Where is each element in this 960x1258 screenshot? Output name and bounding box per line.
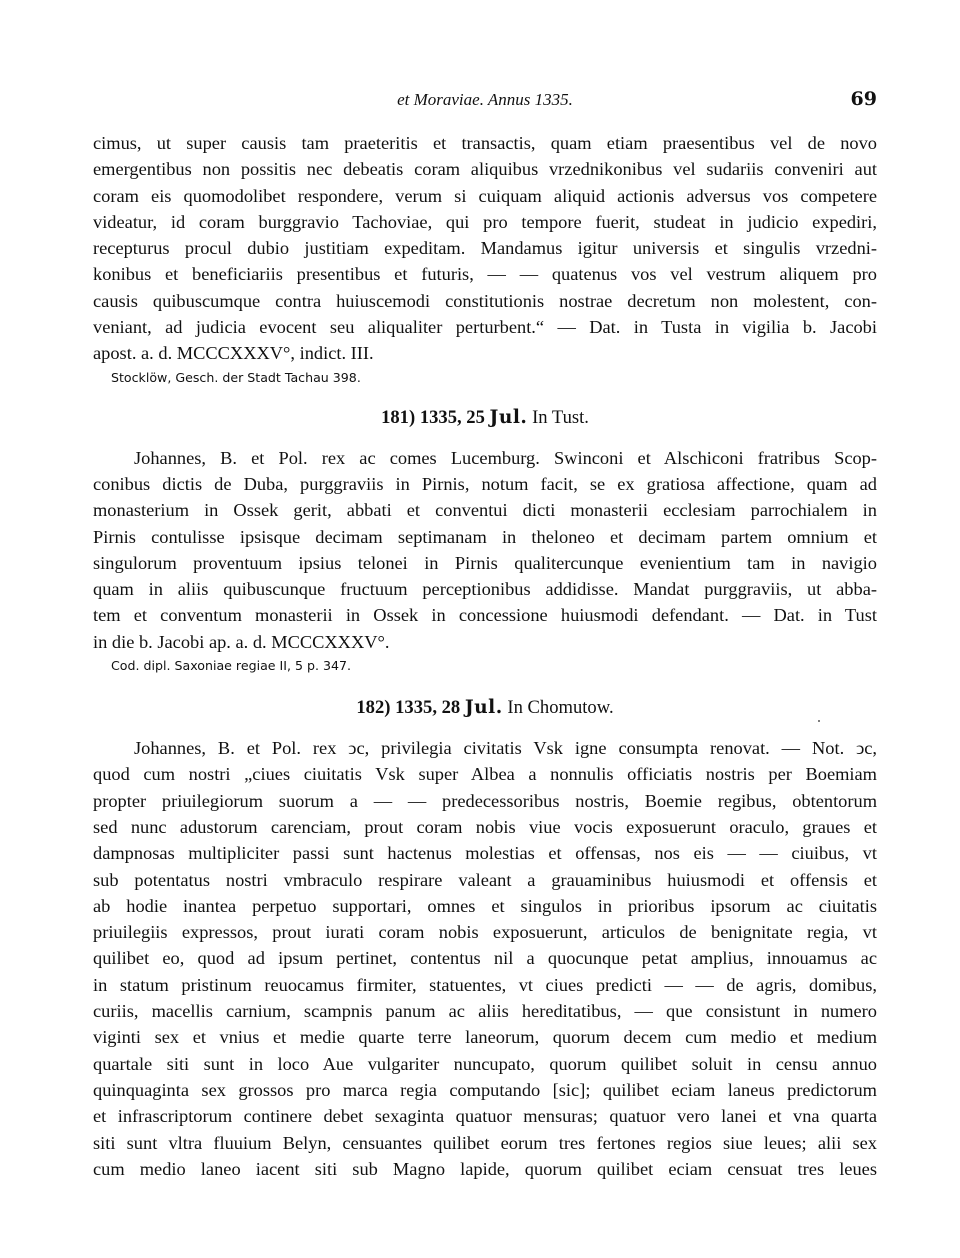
text-line: konibus et beneficiariis presentibus et futuris, — — quatenus vos vel vestrum aliquem pro — [93, 264, 877, 285]
document-181-text — [93, 445, 877, 655]
document-place: In Chomutow. — [507, 697, 614, 719]
document-heading — [93, 695, 877, 721]
document-heading — [93, 405, 877, 431]
text-line: videatur, id coram burggravio Tachoviae, qui pro tempore fuerit, studeat in judicio expediri, — [93, 211, 877, 232]
text-line: viginti sex et vnius et medie quarte terre laneorum, quorum decem cum medio et medium — [93, 1027, 877, 1048]
text-line: quinquaginta sex grossos pro marca regia computando [sic]; quilibet eciam laneus predictorum — [93, 1079, 877, 1100]
text-line: Pirnis contulisse ipsisque decimam septimanam in theloneo et decimam partem omnium et — [93, 526, 877, 547]
text-line: quartale siti sunt in loco Aue vulgariter nuncupato, quorum quilibet soluit in censu annuo — [93, 1053, 877, 1074]
source-citation: Stocklöw, Gesch. der Stadt Tachau 398. — [111, 369, 361, 385]
document-number: 182) — [356, 697, 391, 719]
text-line: Johannes, B. et Pol. rex ↄc, privilegia civitatis Vsk igne consumpta renovat. — Not. ↄc, — [134, 738, 877, 759]
text-line: et infrascriptorum continere debet sexaginta quatuor mensuras; quatuor vero lanei et vna quarta — [93, 1106, 877, 1127]
text-line: causis quibuscumque contra huiuscemodi constitutionis nostrae decretum non molestent, con- — [93, 290, 877, 311]
text-line: cimus, ut super causis tam praeteritis et transactis, quam etiam praesentibus vel de novo — [93, 133, 877, 153]
document-180-text — [93, 130, 877, 367]
running-title: et Moraviae. Annus 1335. — [397, 90, 573, 109]
text-line: veniant, ad judicia evocent seu aliqualiter perturbent.“ — Dat. in Tusta in vigilia b. Jacobi — [93, 317, 877, 338]
text-line: ab hodie inantea perpetuo supportari, omnes et singulos in prioribus ipsorum ac ciuitatis — [93, 895, 877, 916]
text-line: singulorum proventuum ipsius telonei in Pirnis qualitercunque evenientium tam in navigio — [93, 552, 877, 573]
text-line: in statum pristinum reuocamus firmiter, statuentes, vt ciues predicti — — de agris, domibus, — [93, 974, 877, 995]
text-line: propter priuilegiorum suorum a — — predecessoribus nostris, Boemie regibus, obtentorum — [93, 790, 877, 811]
text-line: tem et conventum monasterii in Ossek in concessione huiusmodi defendant. — Dat. in Tust — [93, 605, 877, 626]
text-line: monasterium in Ossek gerit, abbati et conventui dicti monasterii ecclesiam parrochialem in — [93, 500, 877, 521]
text-line: curiis, macellis carnium, scampnis panum ac aliis hereditatibus, — que consistunt in numero — [93, 1001, 877, 1022]
page-number: 69 — [850, 88, 877, 110]
text-line: siti sunt vltra fluuium Belyn, censuantes quilibet eorum tres fertones regios siue leues; alii sex — [93, 1132, 877, 1153]
document-page — [93, 88, 877, 1182]
text-line: quod cum nostri „ciues ciuitatis Vsk super Albea a nonnulis officiatis nostris per Boemiam — [93, 764, 877, 785]
text-line: dampnosas multipliciter passi sunt hactenus molestias et offensas, nos eis — — ciuibus, vt — [93, 843, 877, 864]
text-line: apost. a. d. MCCCXXXV°, indict. III. — [93, 343, 374, 364]
document-month: Jul. — [464, 697, 503, 719]
text-line: quam in aliis quibuscunque fructuum perceptionibus addidisse. Mandat purggraviis, ut abba- — [93, 579, 877, 600]
text-line: emergentibus non possitis nec debeatis coram aliquibus vrzednikonibus vel sudariis conveniri aut — [93, 159, 877, 180]
text-line: sub potentatus nostri vmbraculo respirare valeant a grauaminibus huiusmodi et offensis et — [93, 869, 877, 890]
document-month: Jul. — [489, 406, 528, 428]
text-line: quilibet eo, quod ad ipsum pertinet, contentus nil a quocunque petat amplius, innouamus ac — [93, 948, 877, 969]
text-line: priuilegiis expressos, prout iurati coram nobis exposuerunt, articulos de benignitate regia, vt — [93, 922, 877, 943]
text-line: conibus dictis de Duba, purggraviis in Pirnis, notum facit, se ex gratiosa affectione, quam ad — [93, 473, 877, 494]
text-line: in die b. Jacobi ap. a. d. MCCCXXXV°. — [93, 631, 390, 652]
document-182-text — [93, 735, 877, 1182]
text-line: sed nunc adustorum carenciam, prout coram nobis viue vocis exposuerunt oraculo, graues et — [93, 816, 877, 837]
running-head — [93, 88, 877, 118]
text-line: cum medio laneo iacent siti sub Magno lapide, quorum quilibet eciam censuat tres leues — [93, 1158, 877, 1179]
print-speck — [818, 720, 820, 722]
source-citation: Cod. dipl. Saxoniae regiae II, 5 p. 347. — [111, 658, 352, 674]
document-date: 1335, 25 — [419, 406, 485, 428]
text-line: coram eis quomodolibet respondere, verum si cuiquam aliquid actionis adversus vos competere — [93, 185, 877, 206]
text-line: Johannes, B. et Pol. rex ac comes Lucemburg. Swinconi et Alschiconi fratribus Scop- — [134, 447, 877, 468]
document-number: 181) — [381, 406, 416, 428]
text-line: recepturus procul dubio justitiam expeditam. Mandamus igitur universis et singulis vrzedni- — [93, 238, 877, 259]
document-place: In Tust. — [532, 406, 589, 428]
document-date: 1335, 28 — [395, 697, 461, 719]
